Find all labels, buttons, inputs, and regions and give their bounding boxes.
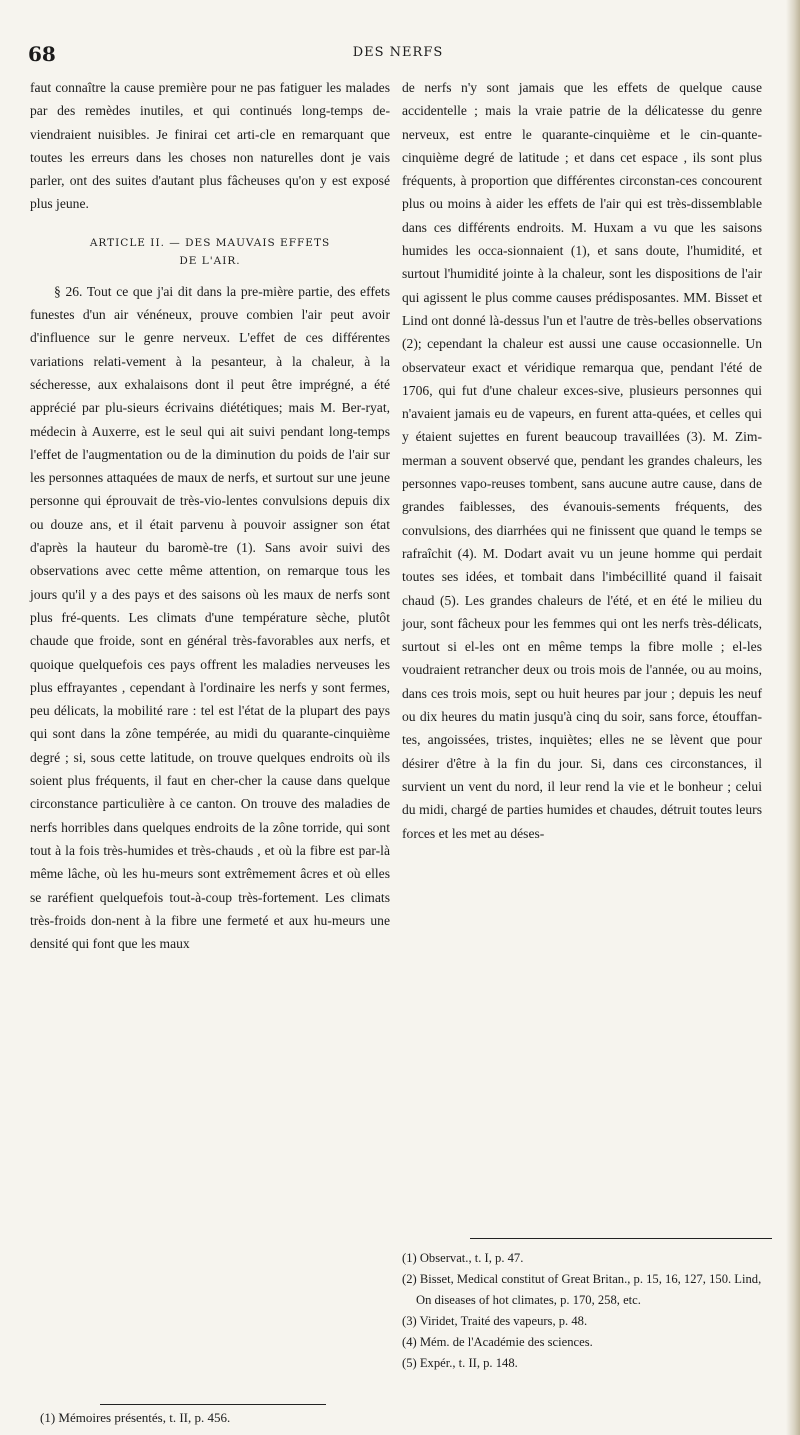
footnotes-right xyxy=(402,1248,762,1374)
article-heading-line-2: DE L'AIR. xyxy=(179,254,241,267)
page-edge-shadow xyxy=(786,0,800,1435)
footnote-left: (1) Mémoires présentés, t. II, p. 456. xyxy=(40,1410,231,1425)
footnote-1: (1) Observat., t. I, p. 47. xyxy=(402,1251,524,1265)
article-heading xyxy=(30,234,390,270)
footnote-2: (2) Bisset, Medical constitut of Great Britan., p. 15, 16, 127, 150. Lind, On diseases of hot climates, p. 170, 258, etc. xyxy=(402,1272,762,1307)
right-paragraph-1: de nerfs n'y sont jamais que les effets de quelque cause accidentelle ; mais la vraie patrie de la délicatesse du genre nerveux, est entre le quarante-cinquième et le cin-quante-cinquième degré de latitude ; et dans cet espace , ils sont plus fréquents, à proportion que différentes circonstan-ces concourent plus ou moins à aider les effets de l'air qui est très-dissemblable dans ces différents endroits. M. Huxam a vu que les saisons humides les occa-sionnaient (1), et sans doute, l'humidité, et surtout l'humidité jointe à la chaleur, sont les dispositions de l'air qui agissent le plus comme causes prédisposantes. MM. Bisset et Lind ont donné là-dessus l'un et l'autre de très-belles observations (2); cependant la chaleur est aussi une cause occasionnelle. Un observateur exact et véridique remarqua que, pendant l'été de 1706, qui fut d'une chaleur exces-sive, plusieurs personnes qui n'avaient jamais eu de vapeurs, en furent atta-quées, et celles qui y étaient sujettes en furent beaucoup travaillées (3). M. Zim-merman a souvent observé que, pendant les grandes chaleurs, les personnes vapo-reuses tombent, sans aucune autre cause, dans de grandes faiblesses, des évanouis-sements fréquents, des convulsions, des diarrhées qui ne finissent que quand le temps se rafraîchit (4). M. Dodart avait vu un jeune homme qui perdait toutes ses idées, et tombait dans l'imbécillité quand il faisait chaud (5). Les grandes chaleurs de l'été, et en été le milieu du jour, sont fâcheux pour les femmes qui ont les nerfs très-délicats, surtout si el-les ont en même temps la fibre molle ; el-les voudraient retrancher deux ou trois mois de l'année, ou au moins, dans ces trois mois, sept ou huit heures par jour ; depuis les neuf ou dix heures du matin jusqu'à cinq du soir, sans force, étouffan-tes, angoissées, tristes, inquiètes; elles ne se lèvent que pour désirer d'être à la fin du jour. Si, dans ces circonstances, il survient un vent du nord, il leur rend la vie et le bonheur ; celui du midi, chargé de parties humides et chaudes, détruit toutes leurs forces et les met au déses- xyxy=(402,80,762,841)
footnote-5: (5) Expér., t. II, p. 148. xyxy=(402,1356,518,1370)
footnote-rule-left xyxy=(100,1404,326,1405)
footnote-rule-right xyxy=(470,1238,772,1239)
footnote-3: (3) Viridet, Traité des vapeurs, p. 48. xyxy=(402,1314,588,1328)
footnote-4: (4) Mém. de l'Académie des sciences. xyxy=(402,1335,593,1349)
page-header xyxy=(28,42,768,66)
article-heading-line-1: ARTICLE II. — DES MAUVAIS EFFETS xyxy=(89,236,331,249)
left-column xyxy=(30,76,390,955)
running-head: DES NERFS xyxy=(352,45,444,60)
left-paragraph-2: § 26. Tout ce que j'ai dit dans la pre-mière partie, des effets funestes d'un air vénéneux, prouve combien l'air peut avoir d'influence sur le genre nerveux. L'effet de ces différentes variations relati-vement à la pesanteur, à la chaleur, à la sécheresse, aux exhalaisons dont il peut être imprégné, a été apprécié par plu-sieurs écrivains diététiques; mais M. Ber-ryat, médecin à Auxerre, est le seul qui ait suivi pendant long-temps l'effet de l'augmentation ou de la diminution du poids de l'air sur les personnes attaquées de maux de nerfs, et surtout sur une jeune personne qui éprouvait de très-vio-lentes convulsions depuis dix ou douze ans, et il était parvenu à pouvoir assigner son état d'après la hauteur du baromè-tre (1). Sans avoir suivi des observations avec cette même attention, on remarque tous les jours qu'il y a des pays et des saisons où les maux de nerfs sont plus fré-quents. Les climats d'une température sèche, plutôt chaude que froide, sont en général très-favorables aux nerfs, et quoique quelquefois ces pays offrent les maladies nerveuses les plus effrayantes , cependant à l'ordinaire les nerfs y sont fermes, peu délicats, la mobilité rare : tel est l'état de la plupart des pays qui sont dans la zône tempérée, au midi du quarante-cinquième degré ; si, sous cette latitude, on trouve quelques endroits où ils soient plus fréquents, il faut en cher-cher la cause dans quelque circonstance particulière à ce canton. On trouve des maladies de nerfs horribles dans quelques endroits de la zône torride, qui sont tout à la fois très-humides et très-chauds , et où la fibre est par-là même lâche, où les hu-meurs sont extrêmement âcres et où elles se raréfient quelquefois tout-à-coup très-fortement. Les climats très-froids don-nent à la fibre une fermeté et aux hu-meurs une densité qui font que les maux xyxy=(30,283,390,952)
right-column xyxy=(402,76,762,845)
left-paragraph-1: faut connaître la cause première pour ne pas fatiguer les malades par des remèdes inutiles, et qui continués long-temps de-viendraient nuisibles. Je finirai cet arti-cle en remarquant que toutes les erreurs dans les choses non naturelles dont je vais parler, ont des suites d'autant plus fâcheuses qu'on y est exposé plus jeune. xyxy=(30,80,390,212)
page-number: 68 xyxy=(28,42,56,66)
